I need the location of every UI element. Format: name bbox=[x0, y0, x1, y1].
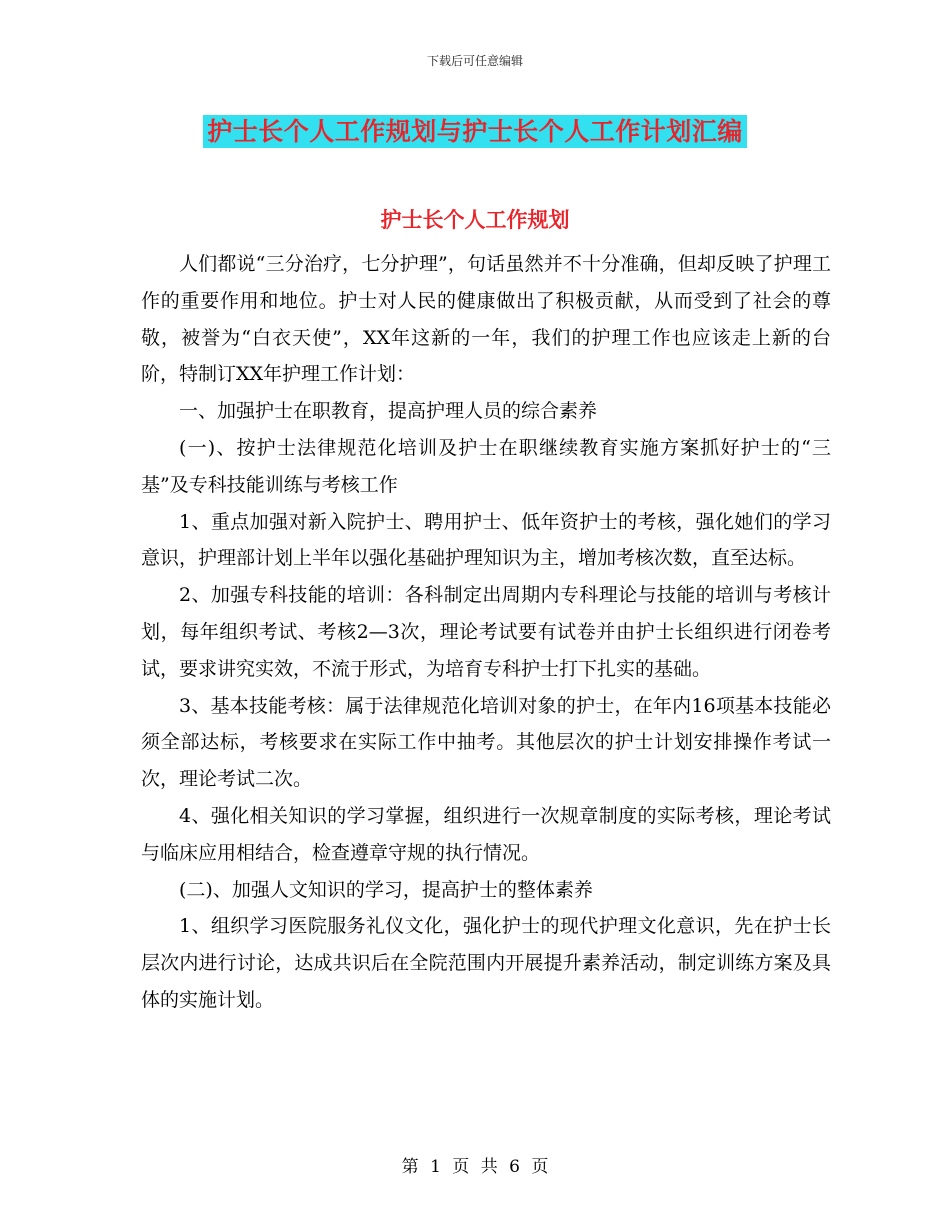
paragraph: 3、基本技能考核：属于法律规范化培训对象的护士，在年内16项基本技能必须全部达标，考核要求在实际工作中抽考。其他层次的护士计划安排操作考试一次，理论考试二次。 bbox=[141, 694, 831, 791]
page-label: 第 bbox=[401, 1157, 419, 1177]
page-header: 下载后可任意编辑 bbox=[426, 54, 523, 68]
document-title-text: 护士长个人工作规划与护士长个人工作计划汇编 bbox=[203, 115, 747, 148]
section-title: 护士长个人工作规划 bbox=[380, 207, 570, 232]
total-pages: 6 bbox=[509, 1157, 520, 1177]
page-number: 1 bbox=[430, 1157, 441, 1177]
paragraph: 一、加强护士在职教育，提高护理人员的综合素养 bbox=[179, 400, 598, 423]
page-unit: 页 bbox=[452, 1157, 470, 1177]
paragraph: (一)、按护士法律规范化培训及护士在职继续教育实施方案抓好护士的“三基”及专科技能训练与考核工作 bbox=[141, 436, 831, 496]
paragraph: 2、加强专科技能的培训：各科制定出周期内专科理论与技能的培训与考核计划，每年组织考试、考核2—3次，理论考试要有试卷并由护士长组织进行闭卷考试，要求讲究实效，不流于形式，为培育专科护士打下扎实的基础。 bbox=[141, 584, 831, 680]
document-title bbox=[0, 112, 950, 148]
paragraph: 人们都说“三分治疗，七分护理”，句话虽然并不十分准确，但却反映了护理工作的重要作用和地位。护士对人民的健康做出了积极贡献，从而受到了社会的尊敬，被誉为“白衣天使”，XX年这新的一年，我们的护理工作也应该走上新的台阶，特制订XX年护理工作计划： bbox=[141, 253, 831, 386]
paragraph: (二)、加强人文知识的学习，提高护士的整体素养 bbox=[179, 878, 593, 901]
paragraph: 1、组织学习医院服务礼仪文化，强化护士的现代护理文化意识，先在护士长层次内进行讨论，达成共识后在全院范围内开展提升素养活动，制定训练方案及具体的实施计划。 bbox=[141, 915, 831, 1011]
total-label: 共 bbox=[480, 1157, 498, 1177]
paragraph: 4、强化相关知识的学习掌握，组织进行一次规章制度的实际考核，理论考试与临床应用相结合，检查遵章守规的执行情况。 bbox=[141, 804, 831, 864]
page-footer bbox=[0, 1152, 950, 1177]
paragraph: 1、重点加强对新入院护士、聘用护士、低年资护士的考核，强化她们的学习意识，护理部计划上半年以强化基础护理知识为主，增加考核次数，直至达标。 bbox=[141, 510, 831, 570]
document-body bbox=[141, 246, 831, 1019]
total-unit: 页 bbox=[531, 1157, 549, 1177]
